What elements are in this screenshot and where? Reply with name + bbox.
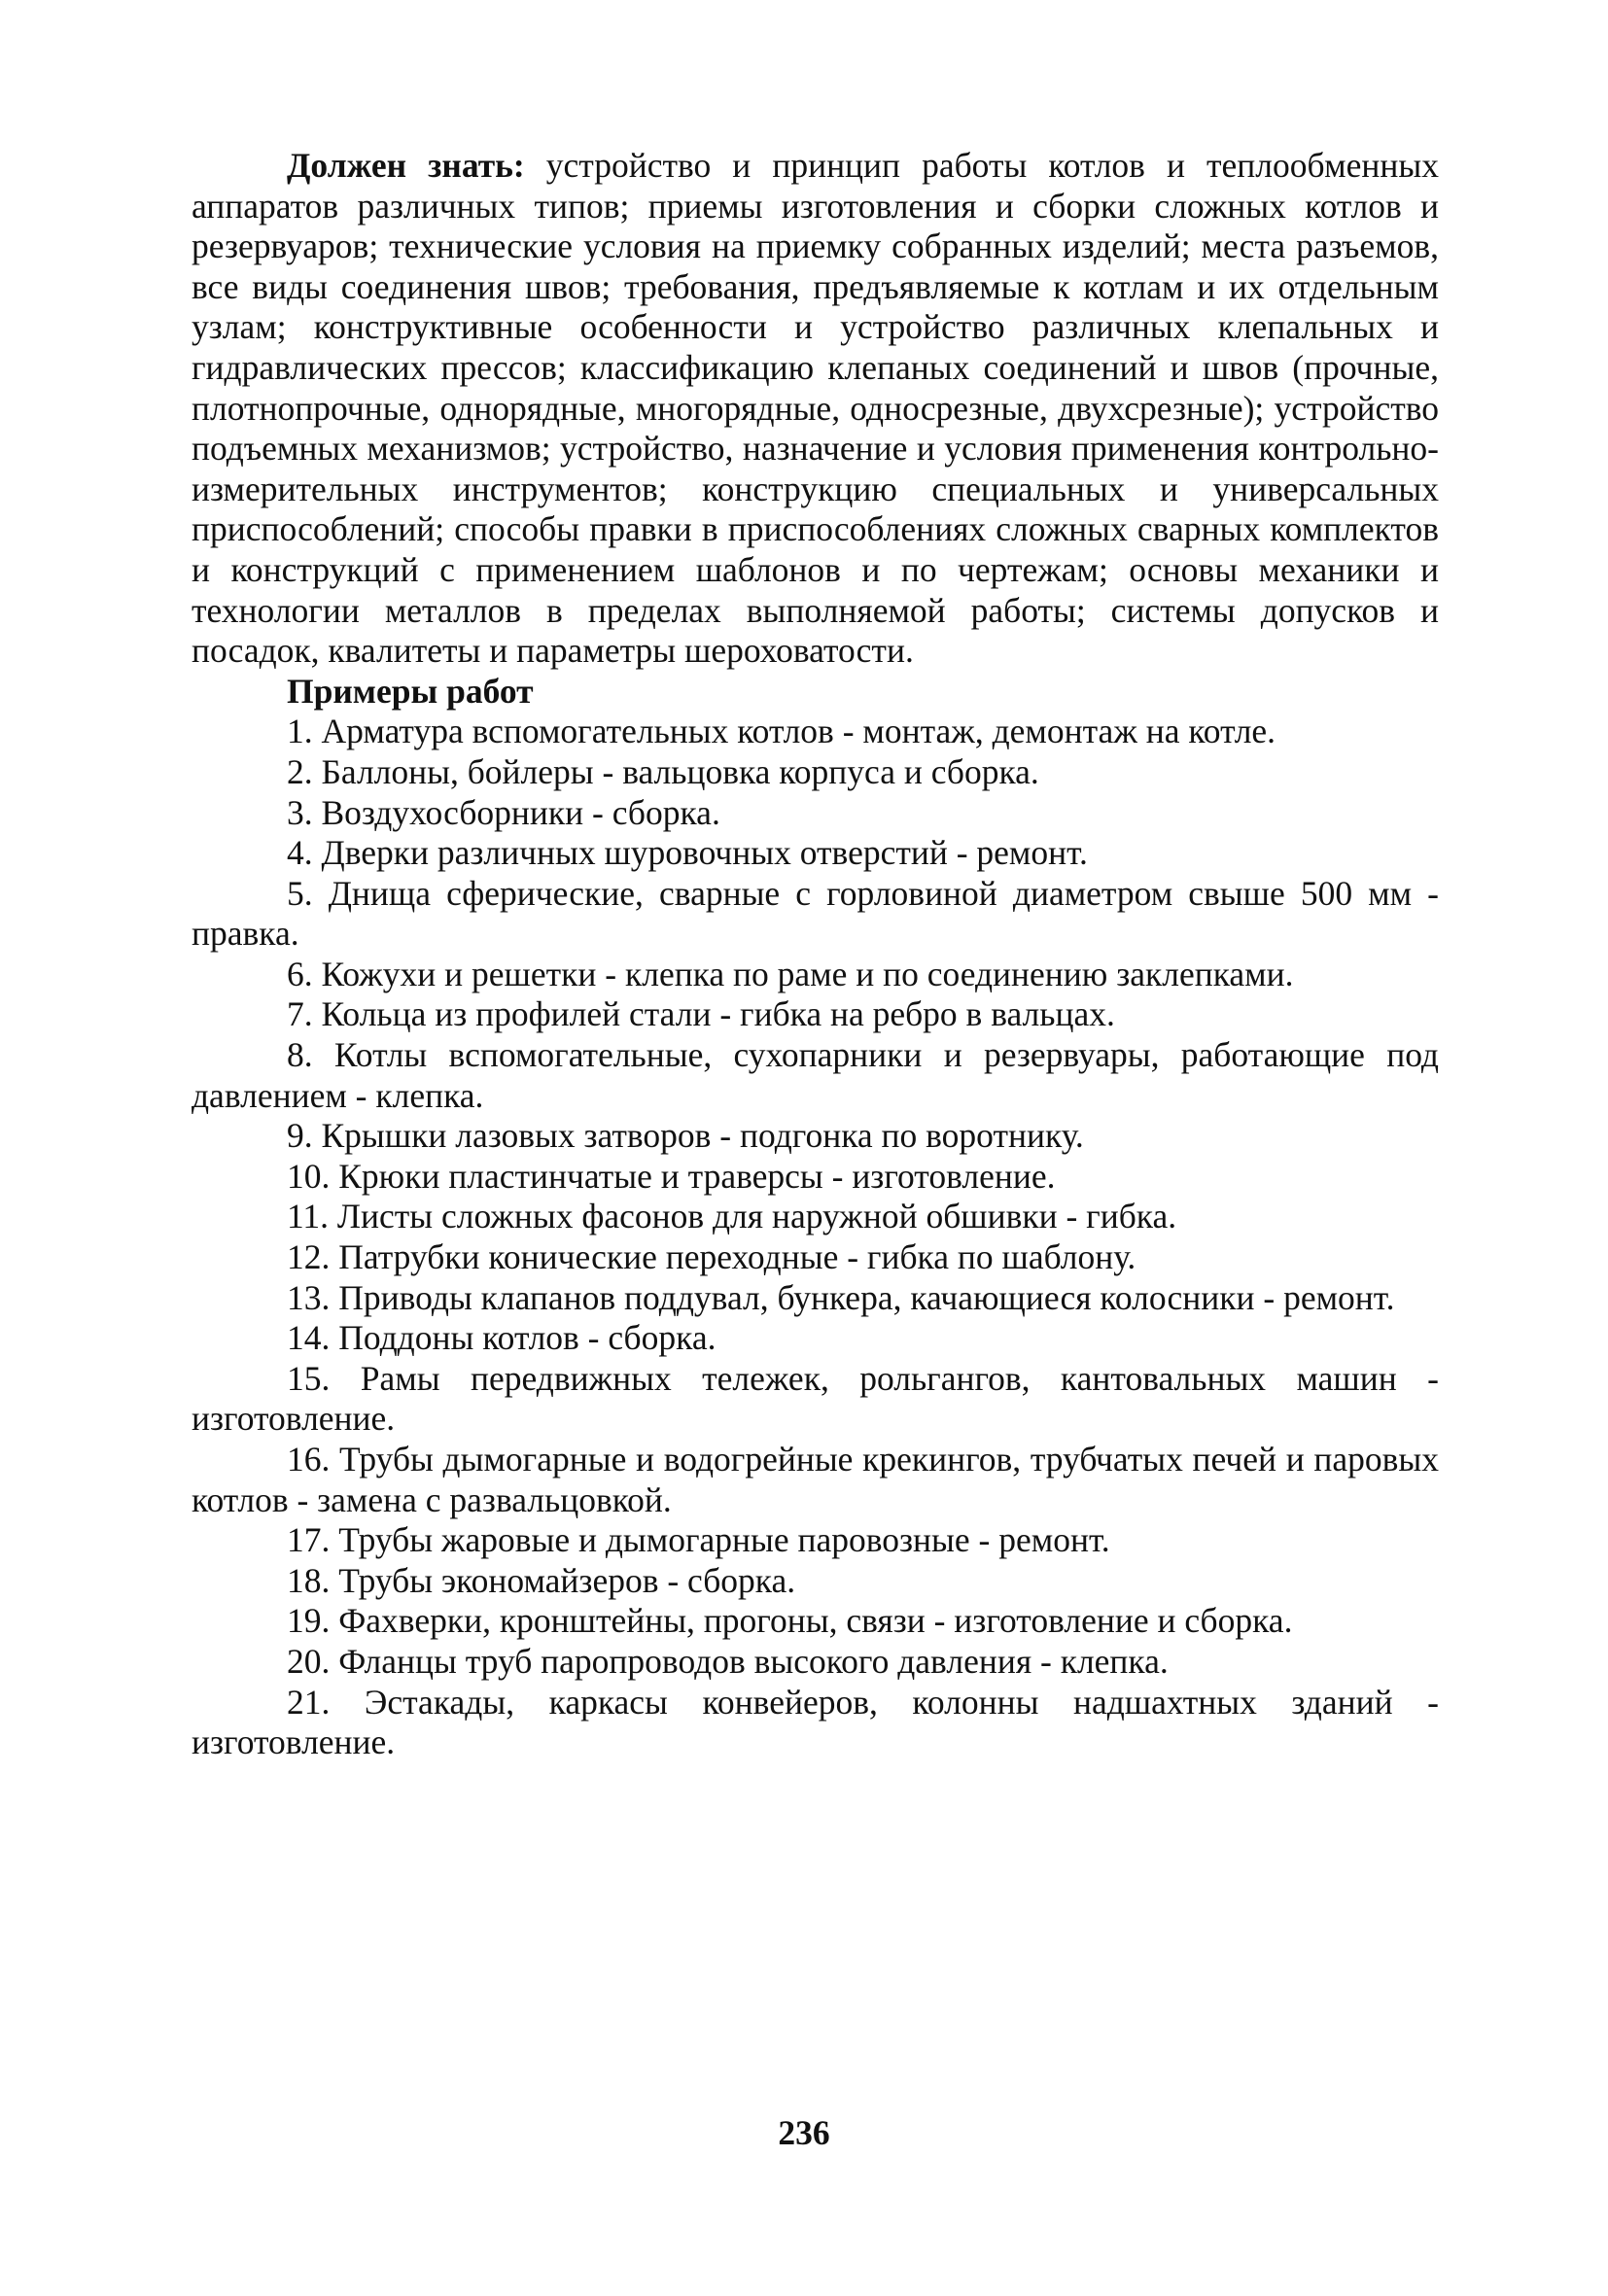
example-item-6: 6. Кожухи и решетки - клепка по раме и по соединению заклепками. <box>287 954 1294 993</box>
must-know-text: устройство и принцип работы котлов и теплообменных аппаратов различных типов; приемы изготовления и сборки сложных котлов и резервуаров; технические условия на приемку собранных изделий; места разъемов, все виды соединения швов; требования, предъявляемые к котлам и их отдельным узлам; конструктивные особенности и устройство различных клепальных и гидравлических прессов; классификацию клепаных соединений и швов (прочные, плотнопрочные, однорядные, многорядные, односрезные, двухсрезные); устройство подъемных механизмов; устройство, назначение и условия применения контрольно-измерительных инструментов; конструкцию специальных и универсальных приспособлений; способы правки в приспособлениях сложных сварных комплектов и конструкций с применением шаблонов и по чертежам; основы механики и технологии металлов в пределах выполняемой работы; системы допусков и посадок, квалитеты и параметры шероховатости. <box>192 146 1439 671</box>
example-item-5: 5. Днища сферические, сварные с горловиной диаметром свыше 500 мм - правка. <box>192 873 1439 954</box>
example-item-11: 11. Листы сложных фасонов для наружной обшивки - гибка. <box>287 1197 1177 1236</box>
example-item-12: 12. Патрубки конические переходные - гибка по шаблону. <box>287 1237 1136 1277</box>
example-item-4: 4. Дверки различных шуровочных отверстий - ремонт. <box>287 833 1088 873</box>
example-item-3: 3. Воздухосборники - сборка. <box>287 792 720 832</box>
page-content <box>192 146 1439 1763</box>
example-item-8: 8. Котлы вспомогательные, сухопарники и резервуары, работающие под давлением - клепка. <box>192 1035 1439 1115</box>
examples-heading: Примеры работ <box>287 671 534 711</box>
page-number: 236 <box>778 2113 830 2152</box>
example-item-7: 7. Кольца из профилей стали - гибка на ребро в вальцах. <box>287 994 1115 1034</box>
example-item-13: 13. Приводы клапанов поддувал, бункера, качающиеся колосники - ремонт. <box>287 1277 1395 1317</box>
example-item-14: 14. Поддоны котлов - сборка. <box>287 1318 717 1358</box>
example-item-10: 10. Крюки пластинчатые и траверсы - изготовление. <box>287 1156 1056 1196</box>
example-item-19: 19. Фахверки, кронштейны, прогоны, связи - изготовление и сборка. <box>287 1601 1293 1641</box>
examples-list <box>192 712 1439 1762</box>
must-know-lead: Должен знать: <box>287 146 525 185</box>
example-item-17: 17. Трубы жаровые и дымогарные паровозные - ремонт. <box>287 1520 1110 1560</box>
example-item-21: 21. Эстакады, каркасы конвейеров, колонны надшахтных зданий - изготовление. <box>192 1682 1439 1762</box>
example-item-15: 15. Рамы передвижных тележек, рольгангов, кантовальных машин - изготовление. <box>192 1358 1439 1439</box>
example-item-9: 9. Крышки лазовых затворов - подгонка по воротнику. <box>287 1116 1084 1156</box>
example-item-2: 2. Баллоны, бойлеры - вальцовка корпуса и сборка. <box>287 751 1039 791</box>
example-item-18: 18. Трубы экономайзеров - сборка. <box>287 1560 796 1600</box>
example-item-16: 16. Трубы дымогарные и водогрейные крекингов, трубчатых печей и паровых котлов - замена с развальцовкой. <box>192 1440 1439 1519</box>
example-item-1: 1. Арматура вспомогательных котлов - монтаж, демонтаж на котле. <box>287 712 1276 751</box>
example-item-20: 20. Фланцы труб паропроводов высокого давления - клепка. <box>287 1641 1169 1681</box>
must-know-paragraph <box>192 146 1439 672</box>
